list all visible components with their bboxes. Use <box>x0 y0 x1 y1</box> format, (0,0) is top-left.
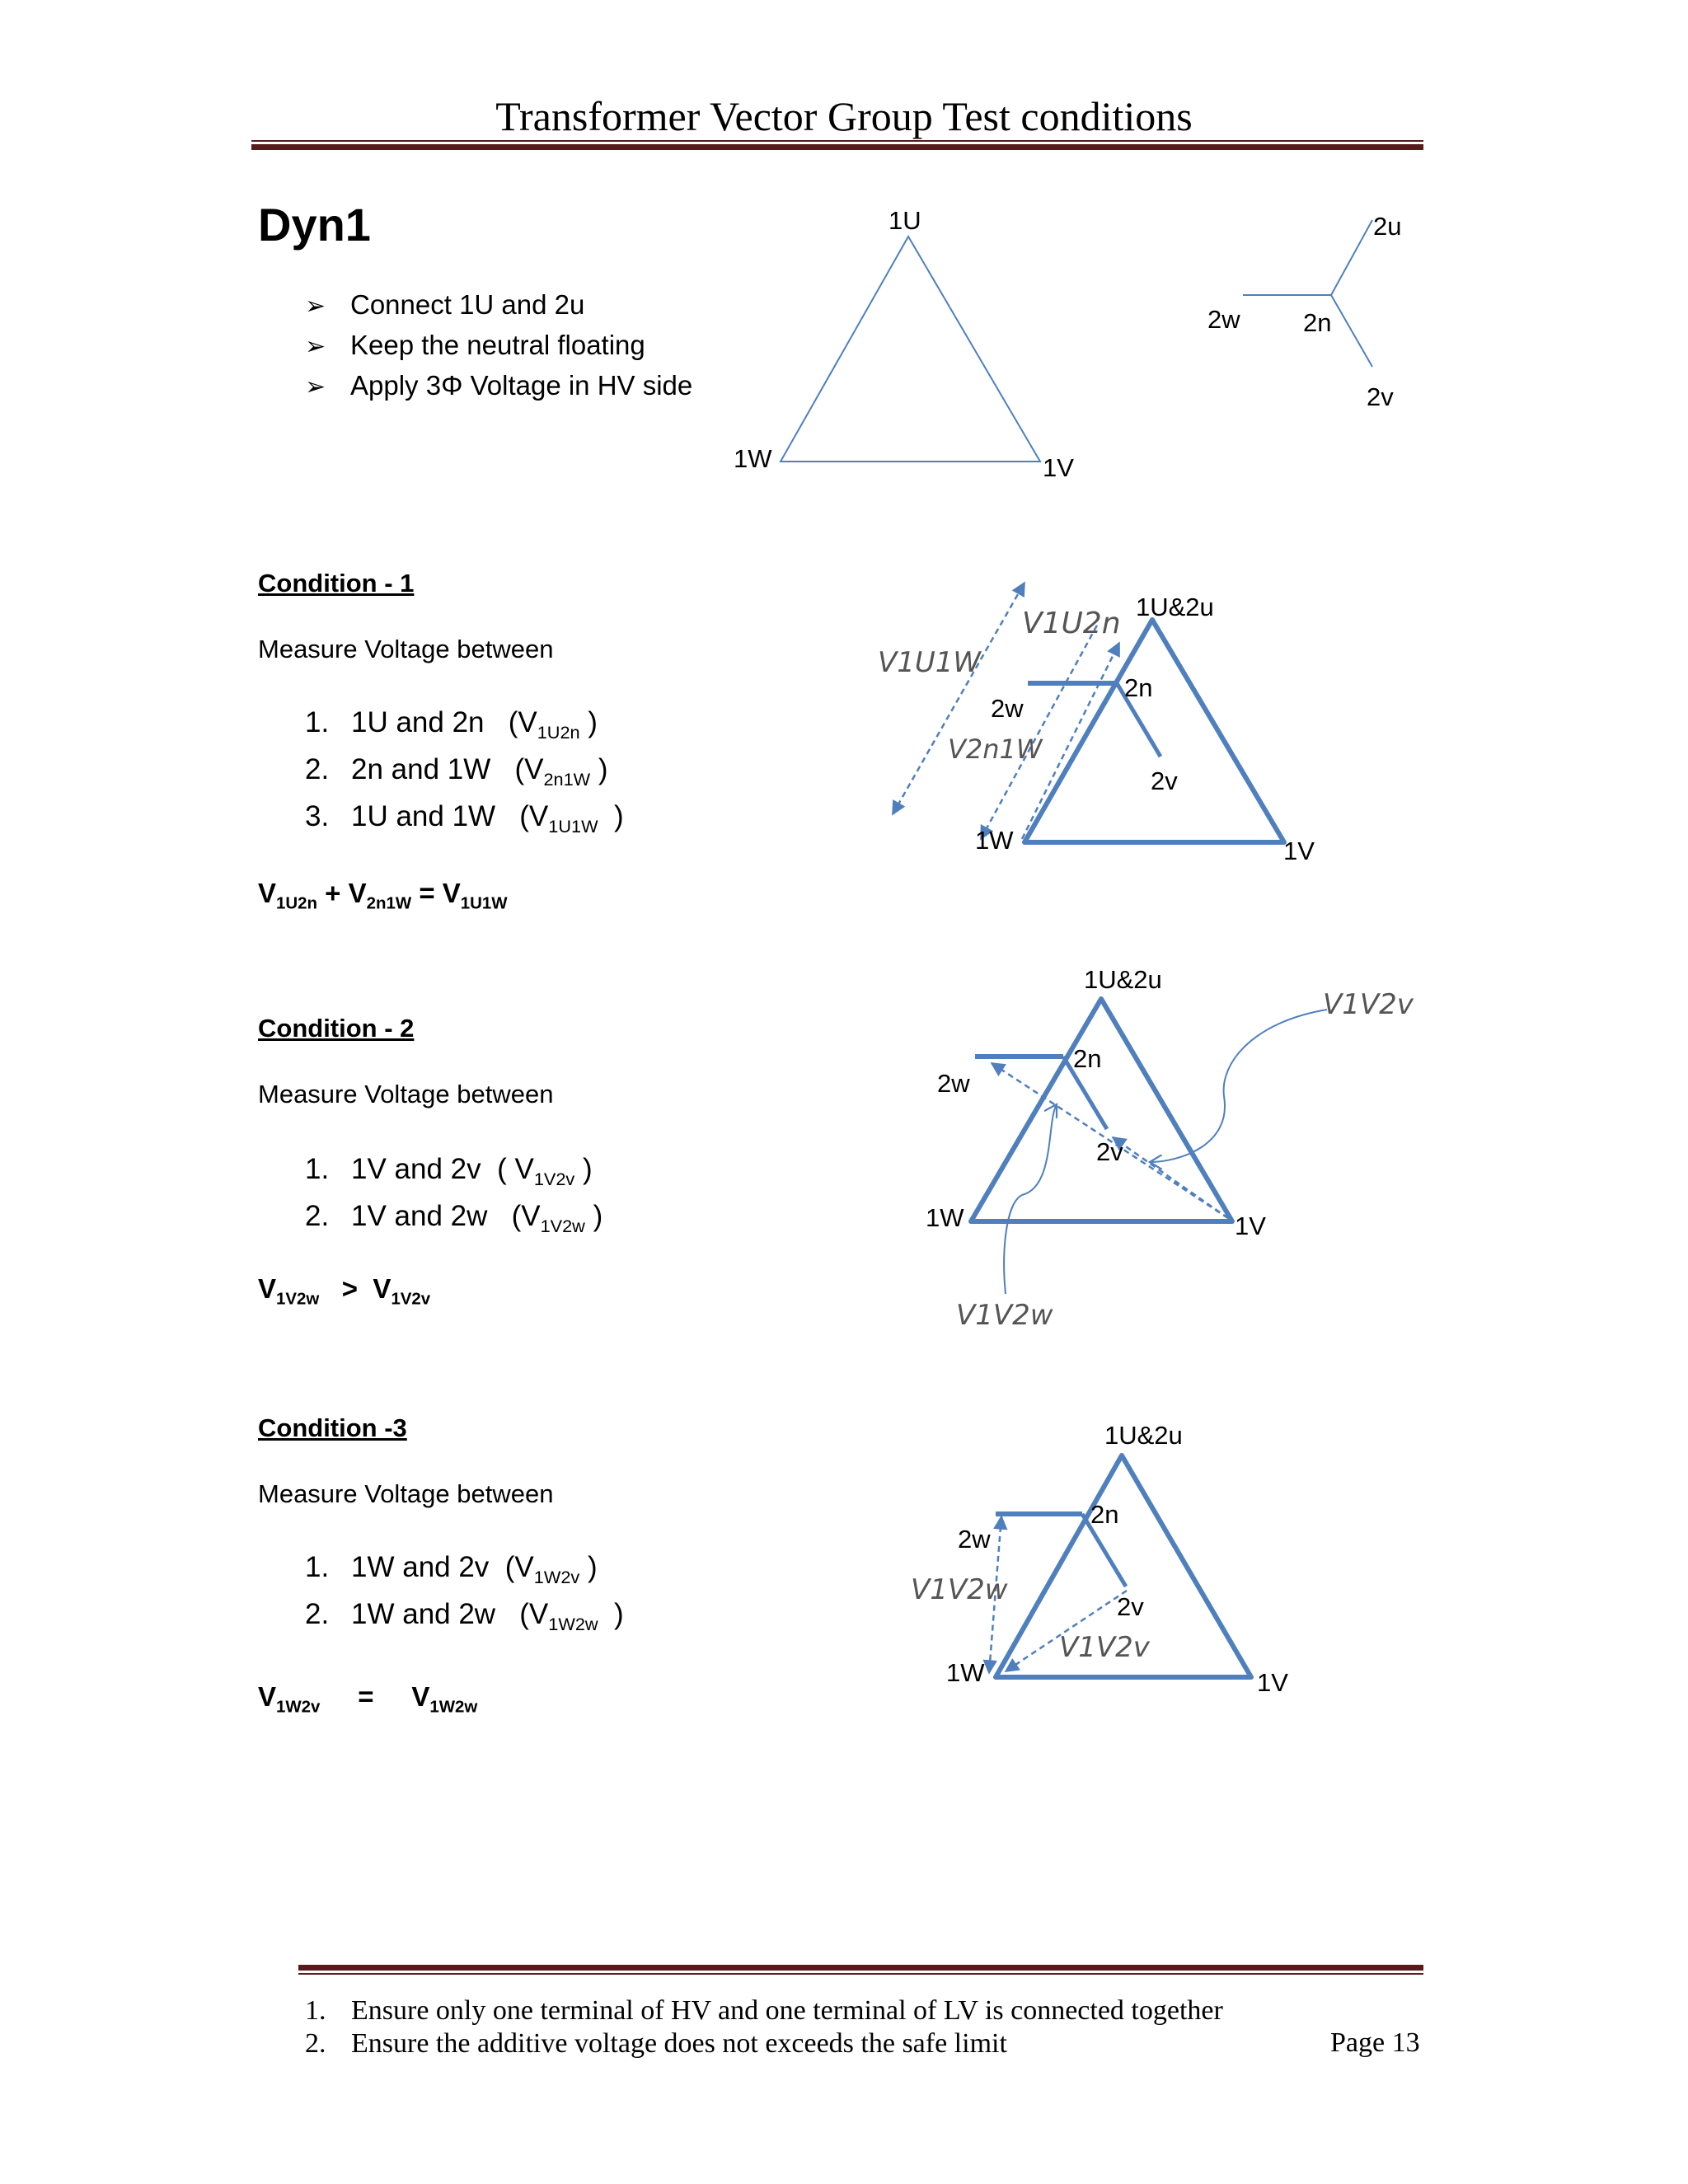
condition-2-heading: Condition - 2 <box>258 1014 415 1043</box>
list-item: 2. Ensure the additive voltage does not exceeds the safe limit <box>305 2028 1007 2059</box>
condition-3-measure: Measure Voltage between <box>258 1479 554 1508</box>
c2-label-2n: 2n <box>1073 1044 1102 1073</box>
arrow-bullet-icon: ➢ <box>305 373 326 401</box>
c2-label-top: 1U&2u <box>1084 965 1162 994</box>
c2-label-v1v2v: V1V2v <box>1323 988 1414 1021</box>
list-item: 1. Ensure only one terminal of HV and one terminal of LV is connected together <box>305 1995 1223 2026</box>
c2-label-1w: 1W <box>926 1203 964 1232</box>
list-item: 2. 1W and 2w ($V_{1W2w}$ ) <box>305 1598 624 1634</box>
arrow-bullet-icon: ➢ <box>305 333 326 360</box>
condition-1-formula: $V_{1U2n} + V_{2n1W} = V_{1U1W}$ <box>258 878 508 913</box>
label-2n: 2n <box>1303 308 1332 337</box>
c1-label-v1u2n: V1U2n <box>1022 607 1121 640</box>
c2-label-2v: 2v <box>1096 1137 1123 1166</box>
c1-label-2n: 2n <box>1124 673 1153 702</box>
footer-rule-thin <box>298 1973 1423 1975</box>
c3-label-1w: 1W <box>946 1658 985 1687</box>
c1-label-top: 1U&2u <box>1136 593 1214 621</box>
c3-label-v1v2v: V1V2v <box>1059 1631 1150 1664</box>
c3-label-v1v2w: V1V2w <box>911 1573 1008 1606</box>
page-title: Transformer Vector Group Test conditions <box>495 93 1193 139</box>
c1-label-v1u1w: V1U1W <box>878 646 982 679</box>
label-2v: 2v <box>1367 382 1394 411</box>
c1-hv-delta <box>1025 620 1284 842</box>
c2-label-v1v2w: V1V2w <box>956 1299 1053 1332</box>
footer-notes <box>305 1994 1223 2060</box>
arrow-bullet-icon: ➢ <box>305 293 326 320</box>
label-1u: 1U <box>889 206 921 235</box>
c3-label-1v: 1V <box>1257 1668 1288 1697</box>
list-item: 2. 1V and 2w ($V_{1V2w}$ ) <box>305 1200 603 1236</box>
c3-label-2n: 2n <box>1090 1500 1119 1529</box>
c1-vector-2n1w <box>981 622 1099 839</box>
label-2w: 2w <box>1207 305 1240 334</box>
section-title: Dyn1 <box>258 199 371 251</box>
list-item: 2. 2n and 1W ($V_{2n1W}$ ) <box>305 753 608 790</box>
condition-2-formula: $V_{1V2w}$ > $V_{1V2v}$ <box>258 1273 431 1309</box>
list-item: ➢ Apply 3Φ Voltage in HV side <box>305 365 692 405</box>
condition-1-heading: Condition - 1 <box>258 569 415 598</box>
list-item: 1. 1W and 2v ($V_{1W2v}$ ) <box>305 1551 598 1587</box>
hv-delta-triangle <box>781 237 1040 462</box>
c2-hv-delta <box>971 999 1232 1221</box>
list-item: 1. 1V and 2v ( $V_{1V2v}$ ) <box>305 1153 593 1189</box>
condition-1-measure: Measure Voltage between <box>258 635 554 663</box>
label-2u: 2u <box>1373 212 1402 241</box>
list-item: 3. 1U and 1W ($V_{1U1W}$ ) <box>305 800 624 837</box>
lv-star-arm-u <box>1331 220 1372 295</box>
c2-vector-1v2v <box>1113 1137 1228 1218</box>
condition-3-formula: $V_{1W2v}$ = $V_{1W2w}$ <box>258 1681 478 1717</box>
c2-callout-1v2v <box>1150 1010 1327 1162</box>
list-item: ➢ Connect 1U and 2u <box>305 284 692 325</box>
condition-2-measure: Measure Voltage between <box>258 1080 554 1108</box>
c1-label-1v: 1V <box>1283 837 1315 865</box>
c1-label-1w: 1W <box>975 826 1014 855</box>
c3-label-2v: 2v <box>1117 1592 1144 1621</box>
label-1w: 1W <box>734 444 772 473</box>
c2-label-1v: 1V <box>1235 1212 1266 1240</box>
list-item: 1. 1U and 2n ($V_{1U2n}$ ) <box>305 706 598 743</box>
label-1v: 1V <box>1043 453 1074 482</box>
condition-3-heading: Condition -3 <box>258 1413 407 1442</box>
c1-label-2v: 2v <box>1151 766 1178 795</box>
c3-label-2w: 2w <box>958 1525 991 1554</box>
list-item: ➢ Keep the neutral floating <box>305 325 692 365</box>
footer-rule <box>298 1965 1423 1971</box>
c1-label-v2n1w: V2n1W <box>948 733 1043 765</box>
c3-label-top: 1U&2u <box>1104 1421 1183 1450</box>
c2-label-2w: 2w <box>937 1069 970 1098</box>
lv-star-arm-v <box>1331 295 1372 367</box>
c2-callout-1v2w <box>1004 1104 1057 1294</box>
page-number: Page 13 <box>1330 2027 1420 2058</box>
c1-label-2w: 2w <box>991 694 1024 723</box>
